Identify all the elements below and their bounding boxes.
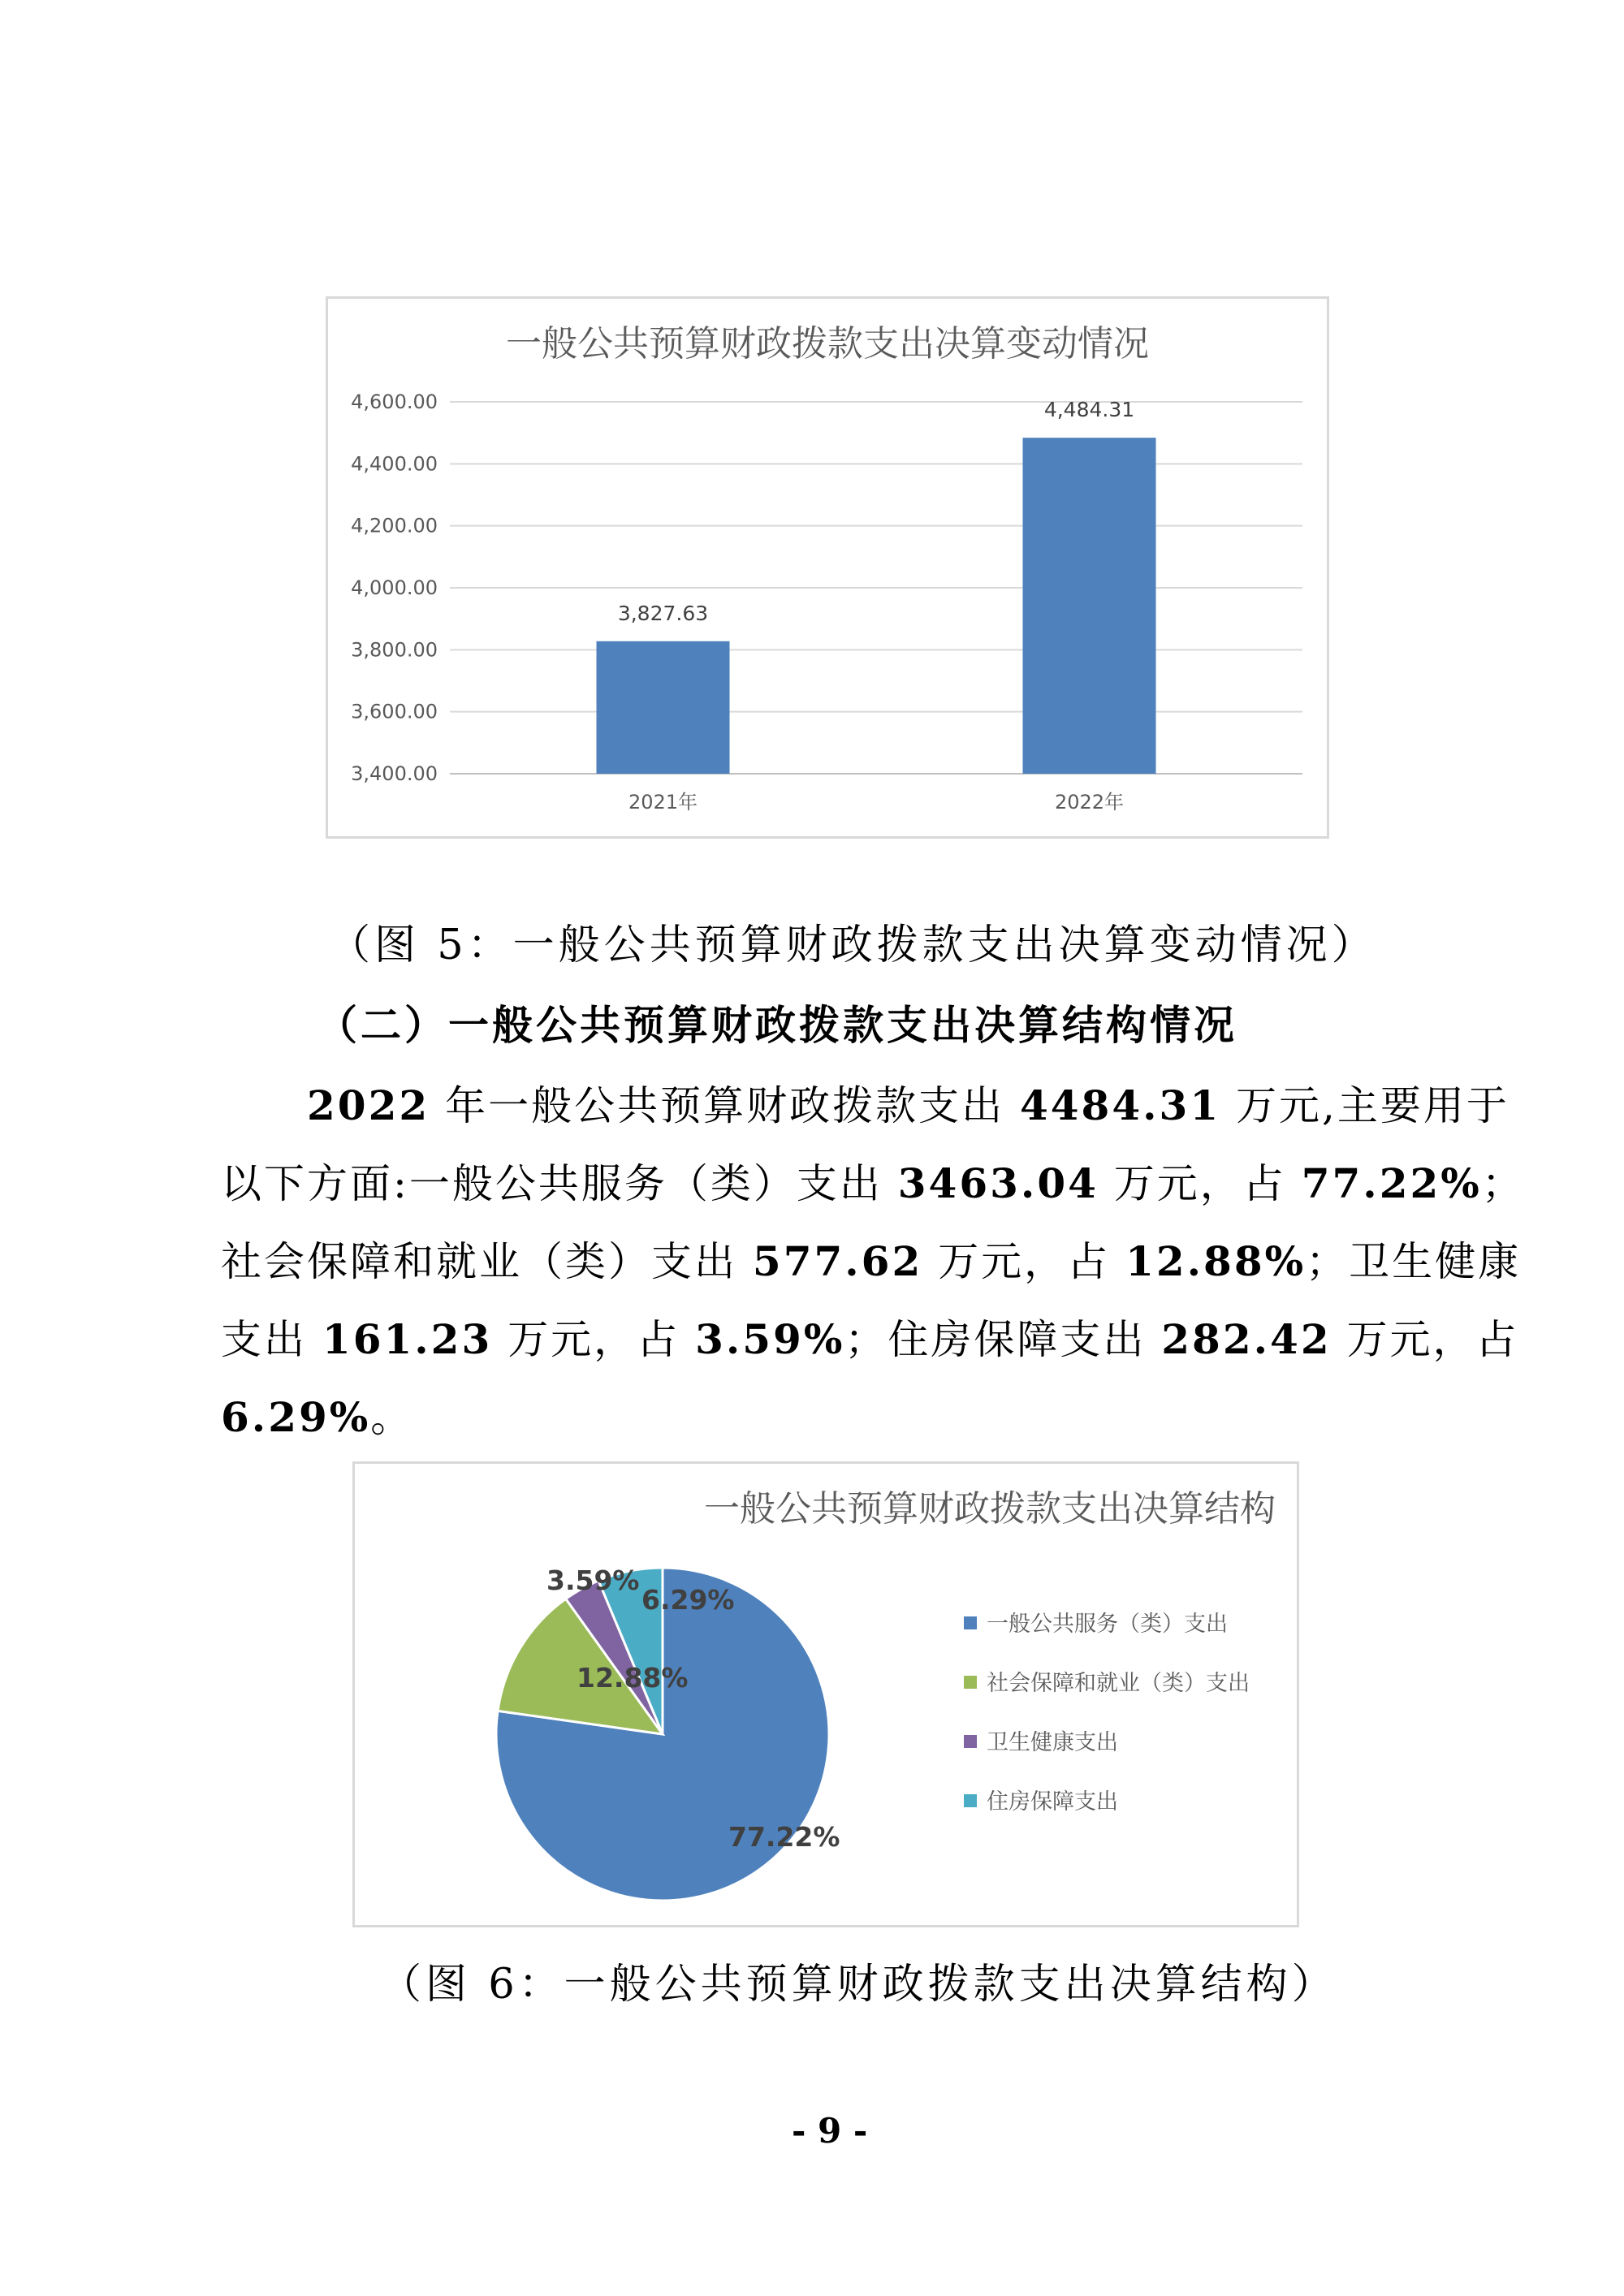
pie-chart-title: 一般公共预算财政拨款支出决算结构 [704,1488,1276,1530]
paragraph-line-5: 6.29%。 [221,1393,414,1441]
figure-5-caption: （图 5：一般公共预算财政拨款支出决算变动情况） [329,921,1377,969]
bar-value-label: 3,827.63 [617,601,709,625]
health-amount: 161.23 [322,1315,493,1363]
paragraph-line-4: 支出 161.23 万元，占 3.59%；住房保障支出 282.42 万元，占 [221,1315,1519,1363]
public-service-percent: 77.22% [1301,1159,1482,1207]
section-heading: （二）一般公共预算财政拨款支出决算结构情况 [317,1001,1237,1049]
y-tick-label: 4,400.00 [351,452,438,476]
y-tick-label: 4,000.00 [351,576,438,599]
bar [597,641,730,774]
public-service-amount: 3463.04 [897,1159,1099,1207]
bar [1023,438,1156,774]
y-tick-label: 4,600.00 [351,391,438,413]
legend-label: 社会保障和就业（类）支出 [987,1671,1250,1696]
pie-slice-label: 3.59% [546,1564,640,1596]
bar-chart-title: 一般公共预算财政拨款支出决算变动情况 [506,323,1149,365]
legend-label: 卫生健康支出 [987,1730,1118,1755]
bar-chart-svg [328,299,1327,836]
paragraph-line-2: 以下方面:一般公共服务（类）支出 3463.04 万元，占 77.22%； [221,1159,1525,1207]
paragraph-line-1: 2022 年一般公共预算财政拨款支出 4484.31 万元,主要用于 [307,1081,1510,1129]
x-tick-label: 2021年 [628,791,698,814]
y-tick-label: 4,200.00 [351,514,438,537]
y-tick-label: 3,600.00 [351,700,438,723]
legend-swatch [964,1794,977,1807]
legend-swatch [964,1616,977,1629]
social-security-amount: 577.62 [752,1237,923,1285]
paragraph-line-3: 社会保障和就业（类）支出 577.62 万元，占 12.88%；卫生健康 [221,1237,1522,1285]
housing-amount: 282.42 [1161,1315,1332,1363]
y-tick-label: 3,800.00 [351,638,438,662]
social-security-percent: 12.88% [1125,1237,1307,1285]
year-value: 2022 [307,1081,430,1129]
pie-chart [352,1461,1299,1927]
x-tick-label: 2022年 [1054,791,1125,814]
legend-label: 住房保障支出 [987,1789,1118,1815]
legend-swatch [964,1735,977,1748]
legend-label: 一般公共服务（类）支出 [987,1612,1228,1637]
bar-value-label: 4,484.31 [1043,398,1135,422]
pie-slice-label: 6.29% [641,1584,735,1616]
health-percent: 3.59% [695,1315,845,1363]
y-tick-label: 3,400.00 [351,762,438,785]
legend-swatch [964,1676,977,1689]
bar-chart [326,296,1329,839]
pie-chart-svg [355,1464,1297,1925]
pie-slice-label: 12.88% [577,1662,689,1694]
pie-slice-label: 77.22% [728,1821,840,1853]
housing-percent: 6.29% [221,1393,371,1441]
page-number: - 9 - [792,2111,868,2151]
total-amount: 4484.31 [1019,1081,1221,1129]
figure-6-caption: （图 6：一般公共预算财政拨款支出决算结构） [380,1961,1337,2009]
